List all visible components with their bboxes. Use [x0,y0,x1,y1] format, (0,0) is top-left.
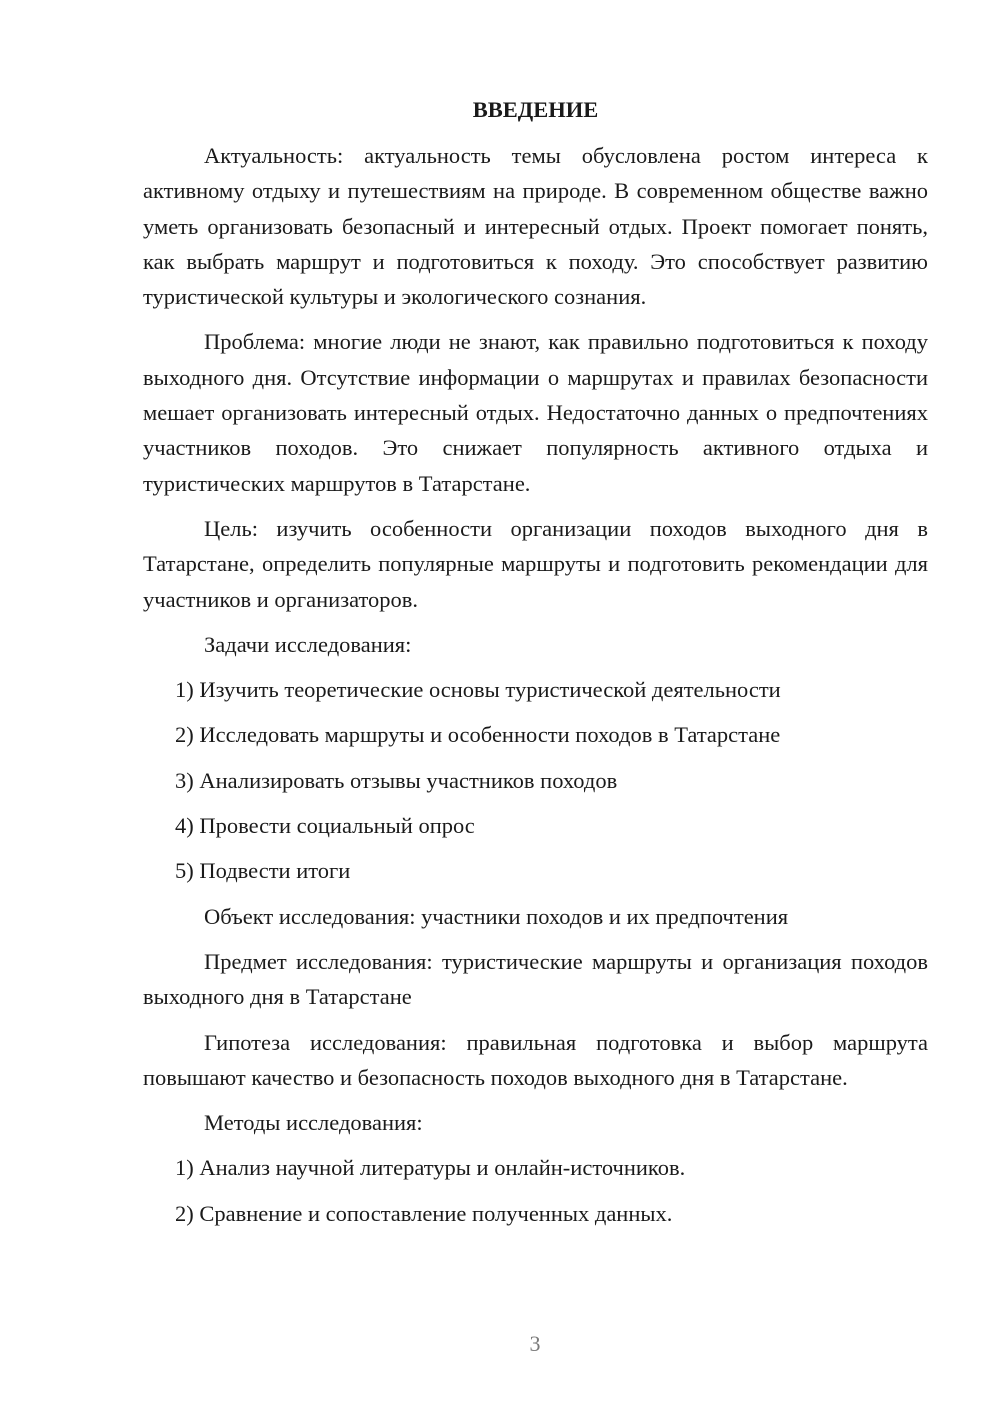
list-item: 5) Подвести итоги [175,858,351,884]
relevance-paragraph: Актуальность: актуальность темы обусловлена ростом интереса к активному отдыху и путешествиям на природе. В современном обществе важно уметь организовать безопасный и интересный отдых. Проект помогает понять, как выбрать маршрут и подготовиться к походу. Это способствует развитию туристической культуры и экологического сознания. [143,143,928,310]
list-item: 3) Анализировать отзывы участников походов [175,767,618,793]
object-paragraph: Объект исследования: участники походов и их предпочтения [204,903,789,929]
document-page [143,92,928,1241]
list-item: 2) Исследовать маршруты и особенности походов в Татарстане [175,722,781,748]
methods-heading: Методы исследования: [204,1110,423,1136]
section-title: ВВЕДЕНИЕ [472,97,599,122]
hypothesis-paragraph: Гипотеза исследования: правильная подготовка и выбор маршрута повышают качество и безопасность походов выходного дня в Татарстане. [143,1029,928,1090]
subject-paragraph: Предмет исследования: туристические маршруты и организация походов выходного дня в Татарстане [143,948,928,1010]
problem-paragraph: Проблема: многие люди не знают, как правильно подготовиться к походу выходного дня. Отсутствие информации о маршрутах и правилах безопасности мешает организовать интересный отдых. Недостаточно данных о предпочтениях участников походов. Это снижает популярность активного отдыха и туристических маршрутов в Татарстане. [143,329,928,496]
list-item: 1) Изучить теоретические основы туристической деятельности [175,677,781,703]
goal-paragraph: Цель: изучить особенности организации походов выходного дня в Татарстане, определить популярные маршруты и подготовить рекомендации для участников и организаторов. [143,515,928,612]
list-item: 4) Провести социальный опрос [175,813,475,839]
page-number: 3 [529,1331,541,1356]
tasks-heading: Задачи исследования: [204,631,412,657]
list-item: 2) Сравнение и сопоставление полученных данных. [175,1200,673,1226]
list-item: 1) Анализ научной литературы и онлайн-источников. [175,1155,686,1181]
